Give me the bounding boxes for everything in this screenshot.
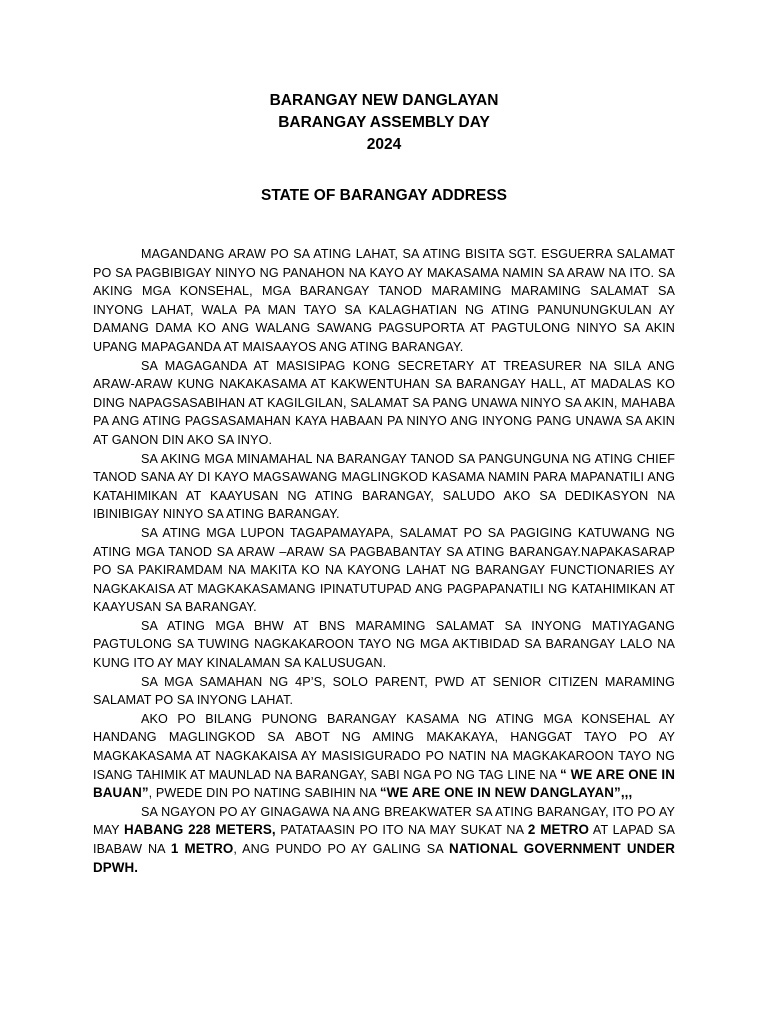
paragraph: MAGANDANG ARAW PO SA ATING LAHAT, SA ATING BISITA SGT. ESGUERRA SALAMAT PO SA PAGBIBIGAY NINYO NG PANAHON NA KAYO AY MAKASAMA NAMIN SA ARAW NA ITO. SA AKING MGA KONSEHAL, MGA BARANGAY TANOD MARAMING MARAMING SALAMAT SA INYONG LAHAT, WALA PA MAN TAYO SA KALAGHATIAN NG ATING PANUNUNGKULAN AY DAMANG DAMA KO ANG WALANG SAWANG PAGSUPORTA AT PAGTULONG NINYO SA AKIN UPANG MAPAGANDA AT MAISAAYOS ANG ATING BARANGAY. [93, 247, 675, 354]
paragraph: SA ATING MGA BHW AT BNS MARAMING SALAMAT SA INYONG MATIYAGANG PAGTULONG SA TUWING NAGKAKAROON TAYO NG MGA AKTIBIDAD SA BARANGAY LALO NA KUNG ITO AY MAY KINALAMAN SA KALUSUGAN. [93, 618, 675, 671]
paragraph-text: AT LAPAD SA IBABAW NA [93, 823, 675, 856]
event-year: 2024 [366, 136, 402, 153]
paragraph: SA AKING MGA MINAMAHAL NA BARANGAY TANOD SA PANGUNGUNA NG ATING CHIEF TANOD SANA AY DI KAYO MAGSAWANG MAGLINGKOD KASAMA NAMIN PARA MAPANATILI ANG KATAHIMIKAN AT KAAYUSAN NG ATING BARANGAY, SALUDO AKO SA DEDIKASYON NA IBINIBIGAY NINYO SA ATING BARANGAY. [93, 451, 675, 522]
paragraph: SA ATING MGA LUPON TAGAPAMAYAPA, SALAMAT PO SA PAGIGING KATUWANG NG ATING MGA TANOD SA ARAW –ARAW SA PAGBABANTAY SA ATING BARANGAY.NAPAKASARAP PO SA PAKIRAMDAM NA MAKITA KO NA KAYONG LAHAT NG BARANGAY FUNCTIONARIES AY NAGKAKAISA AT MAGKAKASAMANG IPINATUTUPAD ANG PAGPAPANATILI NG KATAHIMIKAN AT KAAYUSAN SA BARANGAY. [93, 525, 675, 615]
paragraph-text: PATATAASIN PO ITO NA MAY SUKAT NA [275, 823, 528, 838]
event-name: BARANGAY ASSEMBLY DAY [278, 114, 490, 131]
breakwater-width: 1 METRO [170, 841, 234, 856]
paragraph-text: AKO PO BILANG PUNONG BARANGAY KASAMA NG ATING MGA KONSEHAL AY HANDANG MAGLINGKOD SA ABOT NG AMING MAKAKAYA, HANGGAT TAYO PO AY MAGKAKASAMA AT NAGKAKAISA AY MASISIGURADO PO NATIN NA MAGKAKAROON TAYO NG ISANG TAHIMIK AT MAUNLAD NA BARANGAY, SABI NGA PO NG TAG LINE NA [93, 711, 675, 782]
document-body [93, 245, 675, 877]
paragraph [93, 803, 675, 877]
breakwater-height: 2 METRO [527, 822, 590, 838]
paragraph: SA MAGAGANDA AT MASISIPAG KONG SECRETARY AT TREASURER NA SILA ANG ARAW-ARAW KUNG NAKAKASAMA AT KAKWENTUHAN SA BARANGAY HALL, AT MADALAS KO DING NAPAGSASABIHAN AT KAGILGILAN, SALAMAT SA PANG UNAWA NINYO SA AKIN, MAHABA PA ANG ATING PAGSASAMAHAN KAYA HABAAN PA NINYO ANG INYONG PANG UNAWA SA AKIN AT GANON DIN AKO SA INYO. [93, 358, 675, 447]
paragraph-text: , ANG PUNDO PO AY GALING SA [233, 842, 449, 856]
document-title: STATE OF BARANGAY ADDRESS [260, 187, 508, 204]
funding-source: NATIONAL GOVERNMENT UNDER DPWH. [93, 841, 675, 875]
paragraph [93, 710, 675, 803]
paragraph: SA MGA SAMAHAN NG 4P’S, SOLO PARENT, PWD AT SENIOR CITIZEN MARAMING SALAMAT PO SA INYONG LAHAT. [93, 674, 675, 708]
breakwater-length: HABANG 228 METERS, [123, 822, 276, 838]
document-header [0, 90, 768, 156]
barangay-name: BARANGAY NEW DANGLAYAN [269, 92, 499, 109]
tagline-new-danglayan: “WE ARE ONE IN NEW DANGLAYAN”,,, [379, 785, 633, 801]
paragraph-text: SA NGAYON PO AY GINAGAWA NA ANG BREAKWATER SA ATING BARANGAY, ITO PO AY MAY [93, 804, 675, 838]
tagline-bauan: “ WE ARE ONE IN BAUAN” [93, 766, 675, 801]
paragraph-text: , PWEDE DIN PO NATING SABIHIN NA [148, 786, 380, 801]
